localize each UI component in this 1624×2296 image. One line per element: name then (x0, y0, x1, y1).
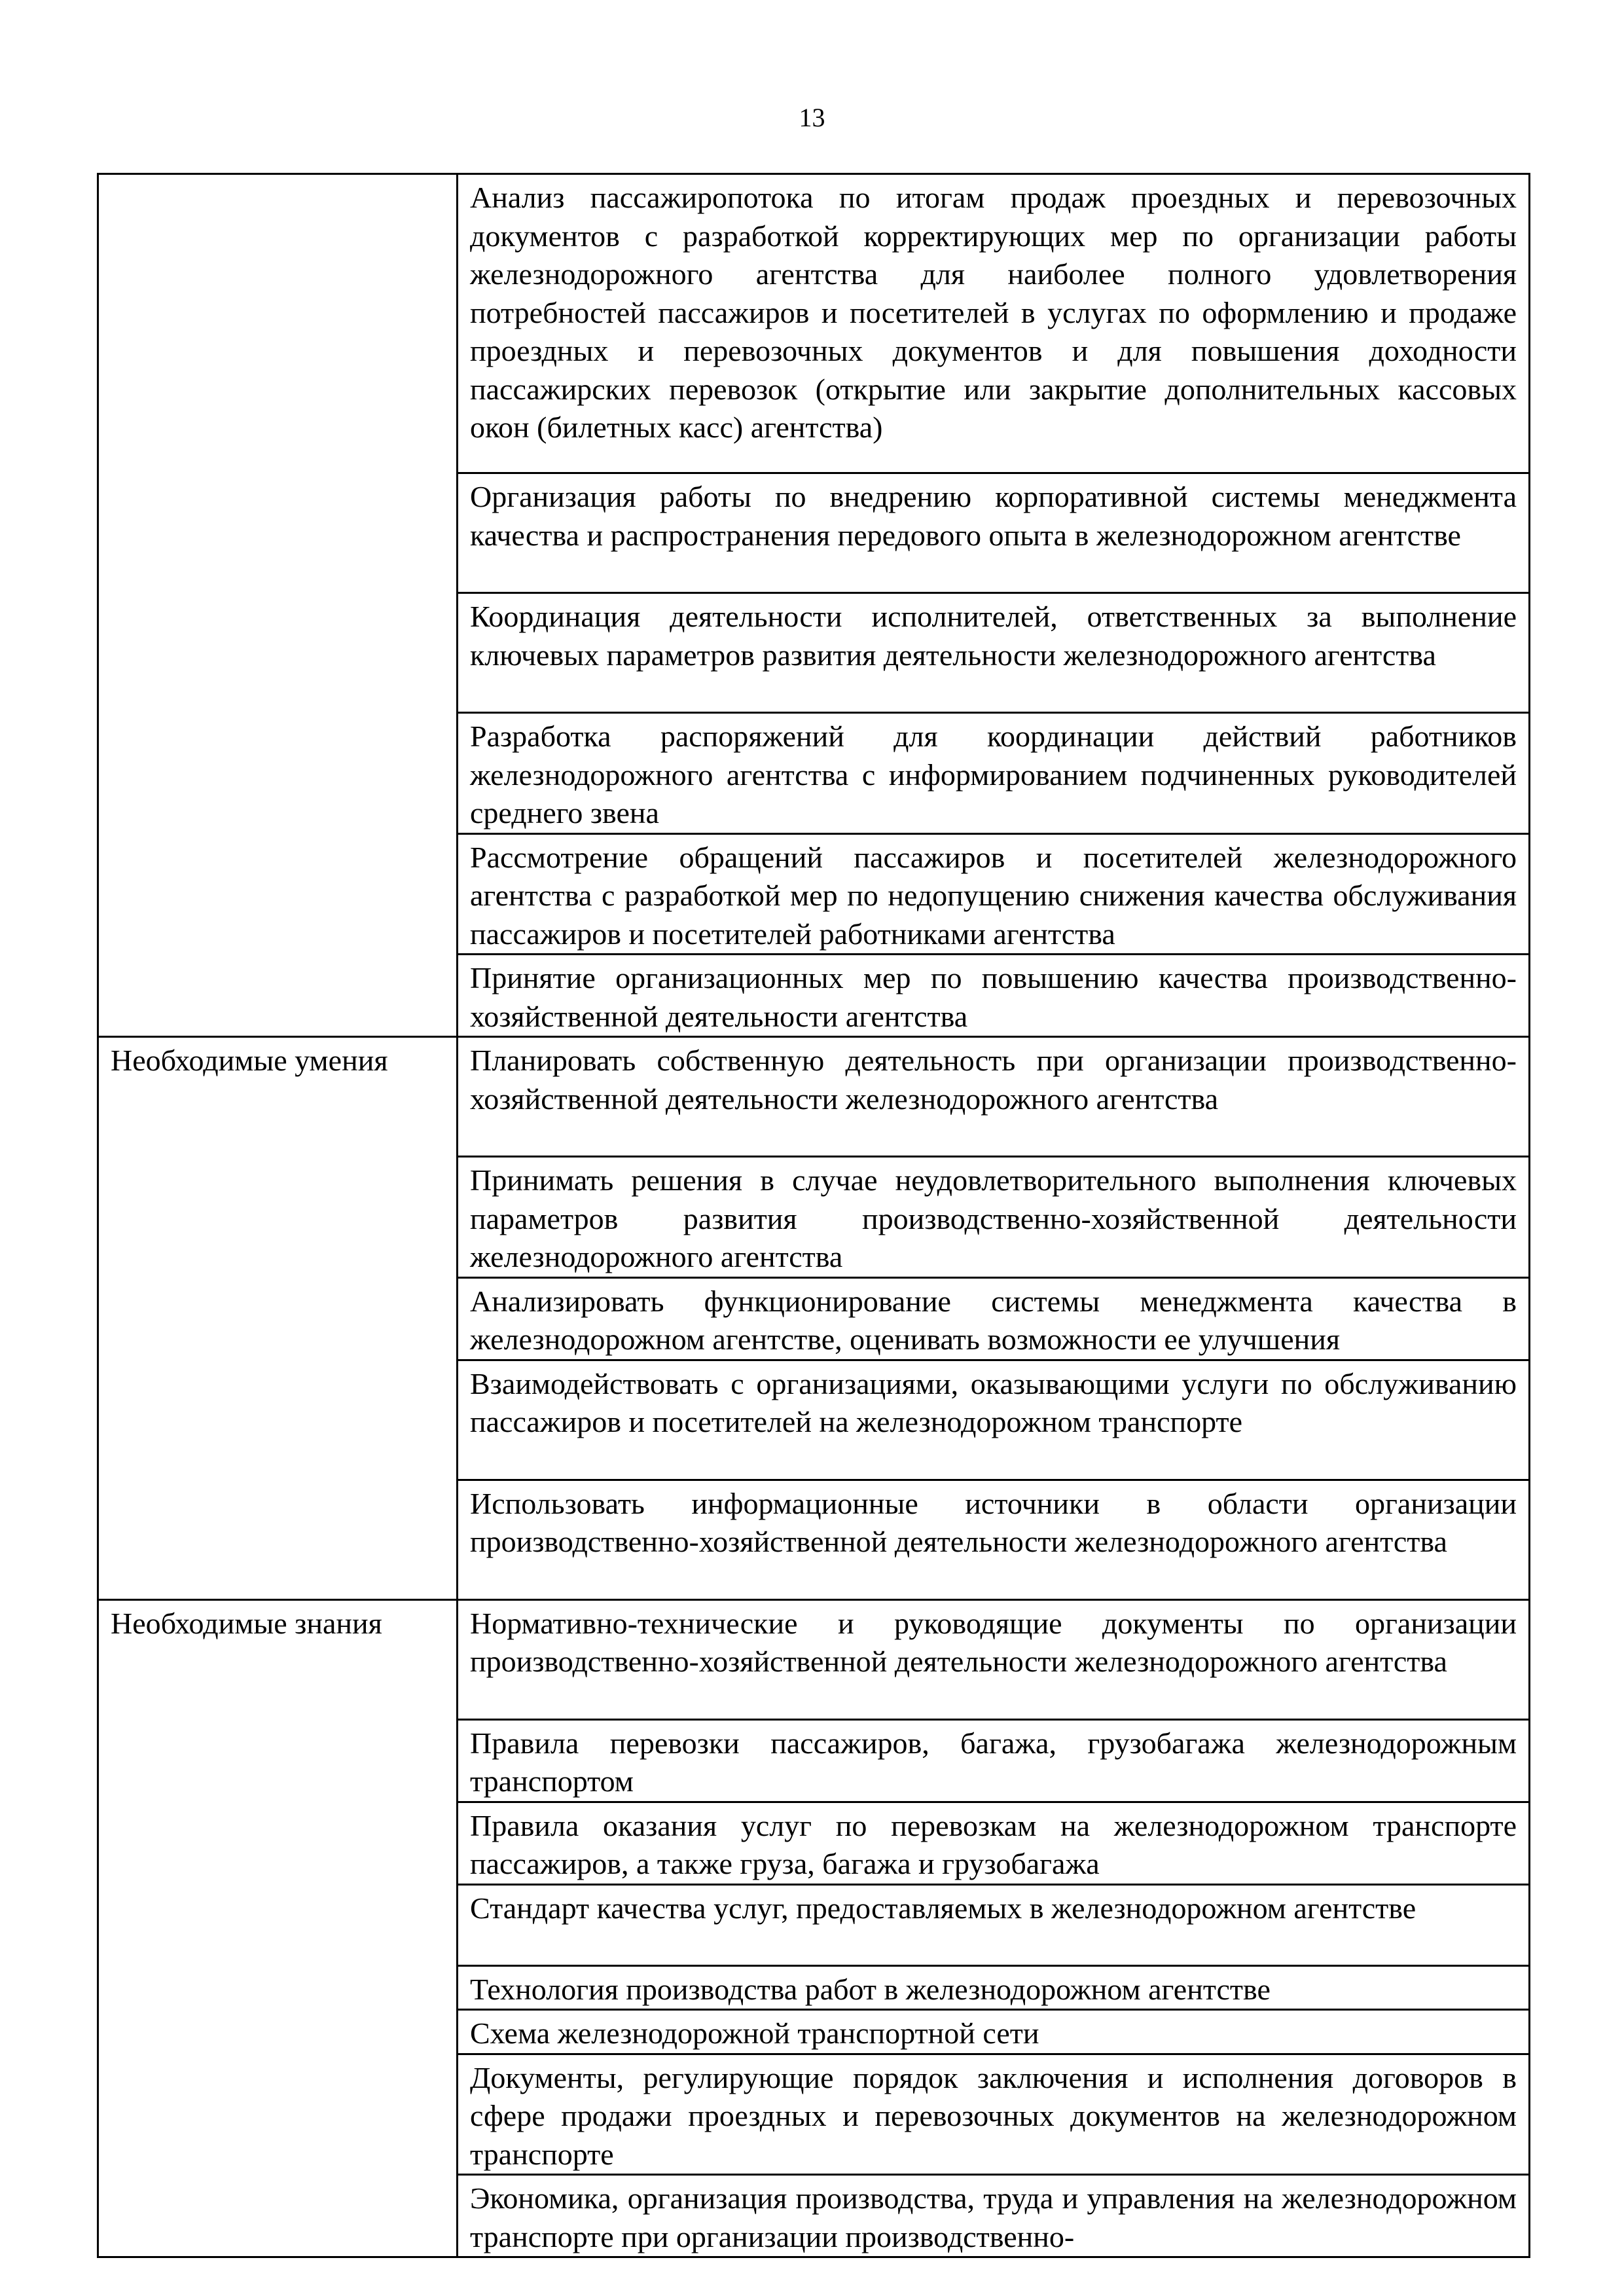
table-cell: Планировать собственную деятельность при организации производственно-хозяйственной деятельности железнодорожного агентства (458, 1037, 1530, 1157)
table-cell: Стандарт качества услуг, предоставляемых в железнодорожном агентстве (458, 1884, 1530, 1965)
table-row (98, 1037, 1530, 1157)
table-cell: Координация деятельности исполнителей, ответственных за выполнение ключевых параметров развития деятельности железнодорожного агентства (458, 593, 1530, 713)
table-cell: Разработка распоряжений для координации действий работников железнодорожного агентства с информированием подчиненных руководителей среднего звена (458, 713, 1530, 834)
table-row (98, 1599, 1530, 1719)
table-cell: Схема железнодорожной транспортной сети (458, 2010, 1530, 2054)
row-label-knowledge: Необходимые знания (98, 1599, 458, 2257)
table-cell: Технология производства работ в железнодорожном агентстве (458, 1965, 1530, 2010)
table-cell: Принятие организационных мер по повышению качества производственно-хозяйственной деятельности агентства (458, 955, 1530, 1037)
row-label-skills: Необходимые умения (98, 1037, 458, 1600)
table-cell: Анализировать функционирование системы менеджмента качества в железнодорожном агентстве, оценивать возможности ее улучшения (458, 1277, 1530, 1360)
table-cell: Правила оказания услуг по перевозкам на железнодорожном транспорте пассажиров, а также груза, багажа и грузобагажа (458, 1802, 1530, 1884)
table-cell: Рассмотрение обращений пассажиров и посетителей железнодорожного агентства с разработкой мер по недопущению снижения качества обслуживания пассажиров и посетителей работниками агентства (458, 833, 1530, 955)
table-cell: Анализ пассажиропотока по итогам продаж проездных и перевозочных документов с разработкой корректирующих мер по организации работы железнодорожного агентства для наиболее полного удовлетворения потребностей пассажиров и посетителей в услугах по оформлению и продаже проездных и перевозочных документов и для повышения доходности пассажирских перевозок (открытие или закрытие дополнительных кассовых окон (билетных касс) агентства) (458, 174, 1530, 473)
table-cell: Использовать информационные источники в области организации производственно-хозяйственной деятельности железнодорожного агентства (458, 1480, 1530, 1599)
table-cell: Правила перевозки пассажиров, багажа, грузобагажа железнодорожным транспортом (458, 1719, 1530, 1802)
table-cell: Организация работы по внедрению корпоративной системы менеджмента качества и распространения передового опыта в железнодорожном агентстве (458, 473, 1530, 593)
row-label-empty (98, 174, 458, 1037)
requirements-table (97, 173, 1530, 2258)
table-cell: Нормативно-технические и руководящие документы по организации производственно-хозяйственной деятельности железнодорожного агентства (458, 1599, 1530, 1719)
page-number: 13 (799, 103, 825, 132)
table-cell: Взаимодействовать с организациями, оказывающими услуги по обслуживанию пассажиров и посетителей на железнодорожном транспорте (458, 1360, 1530, 1480)
table-row (98, 174, 1530, 473)
table-cell: Принимать решения в случае неудовлетворительного выполнения ключевых параметров развития производственно-хозяйственной деятельности железнодорожного агентства (458, 1157, 1530, 1278)
table-cell: Экономика, организация производства, труда и управления на железнодорожном транспорте при организации производственно- (458, 2175, 1530, 2257)
table-cell: Документы, регулирующие порядок заключения и исполнения договоров в сфере продажи проездных и перевозочных документов на железнодорожном транспорте (458, 2054, 1530, 2175)
